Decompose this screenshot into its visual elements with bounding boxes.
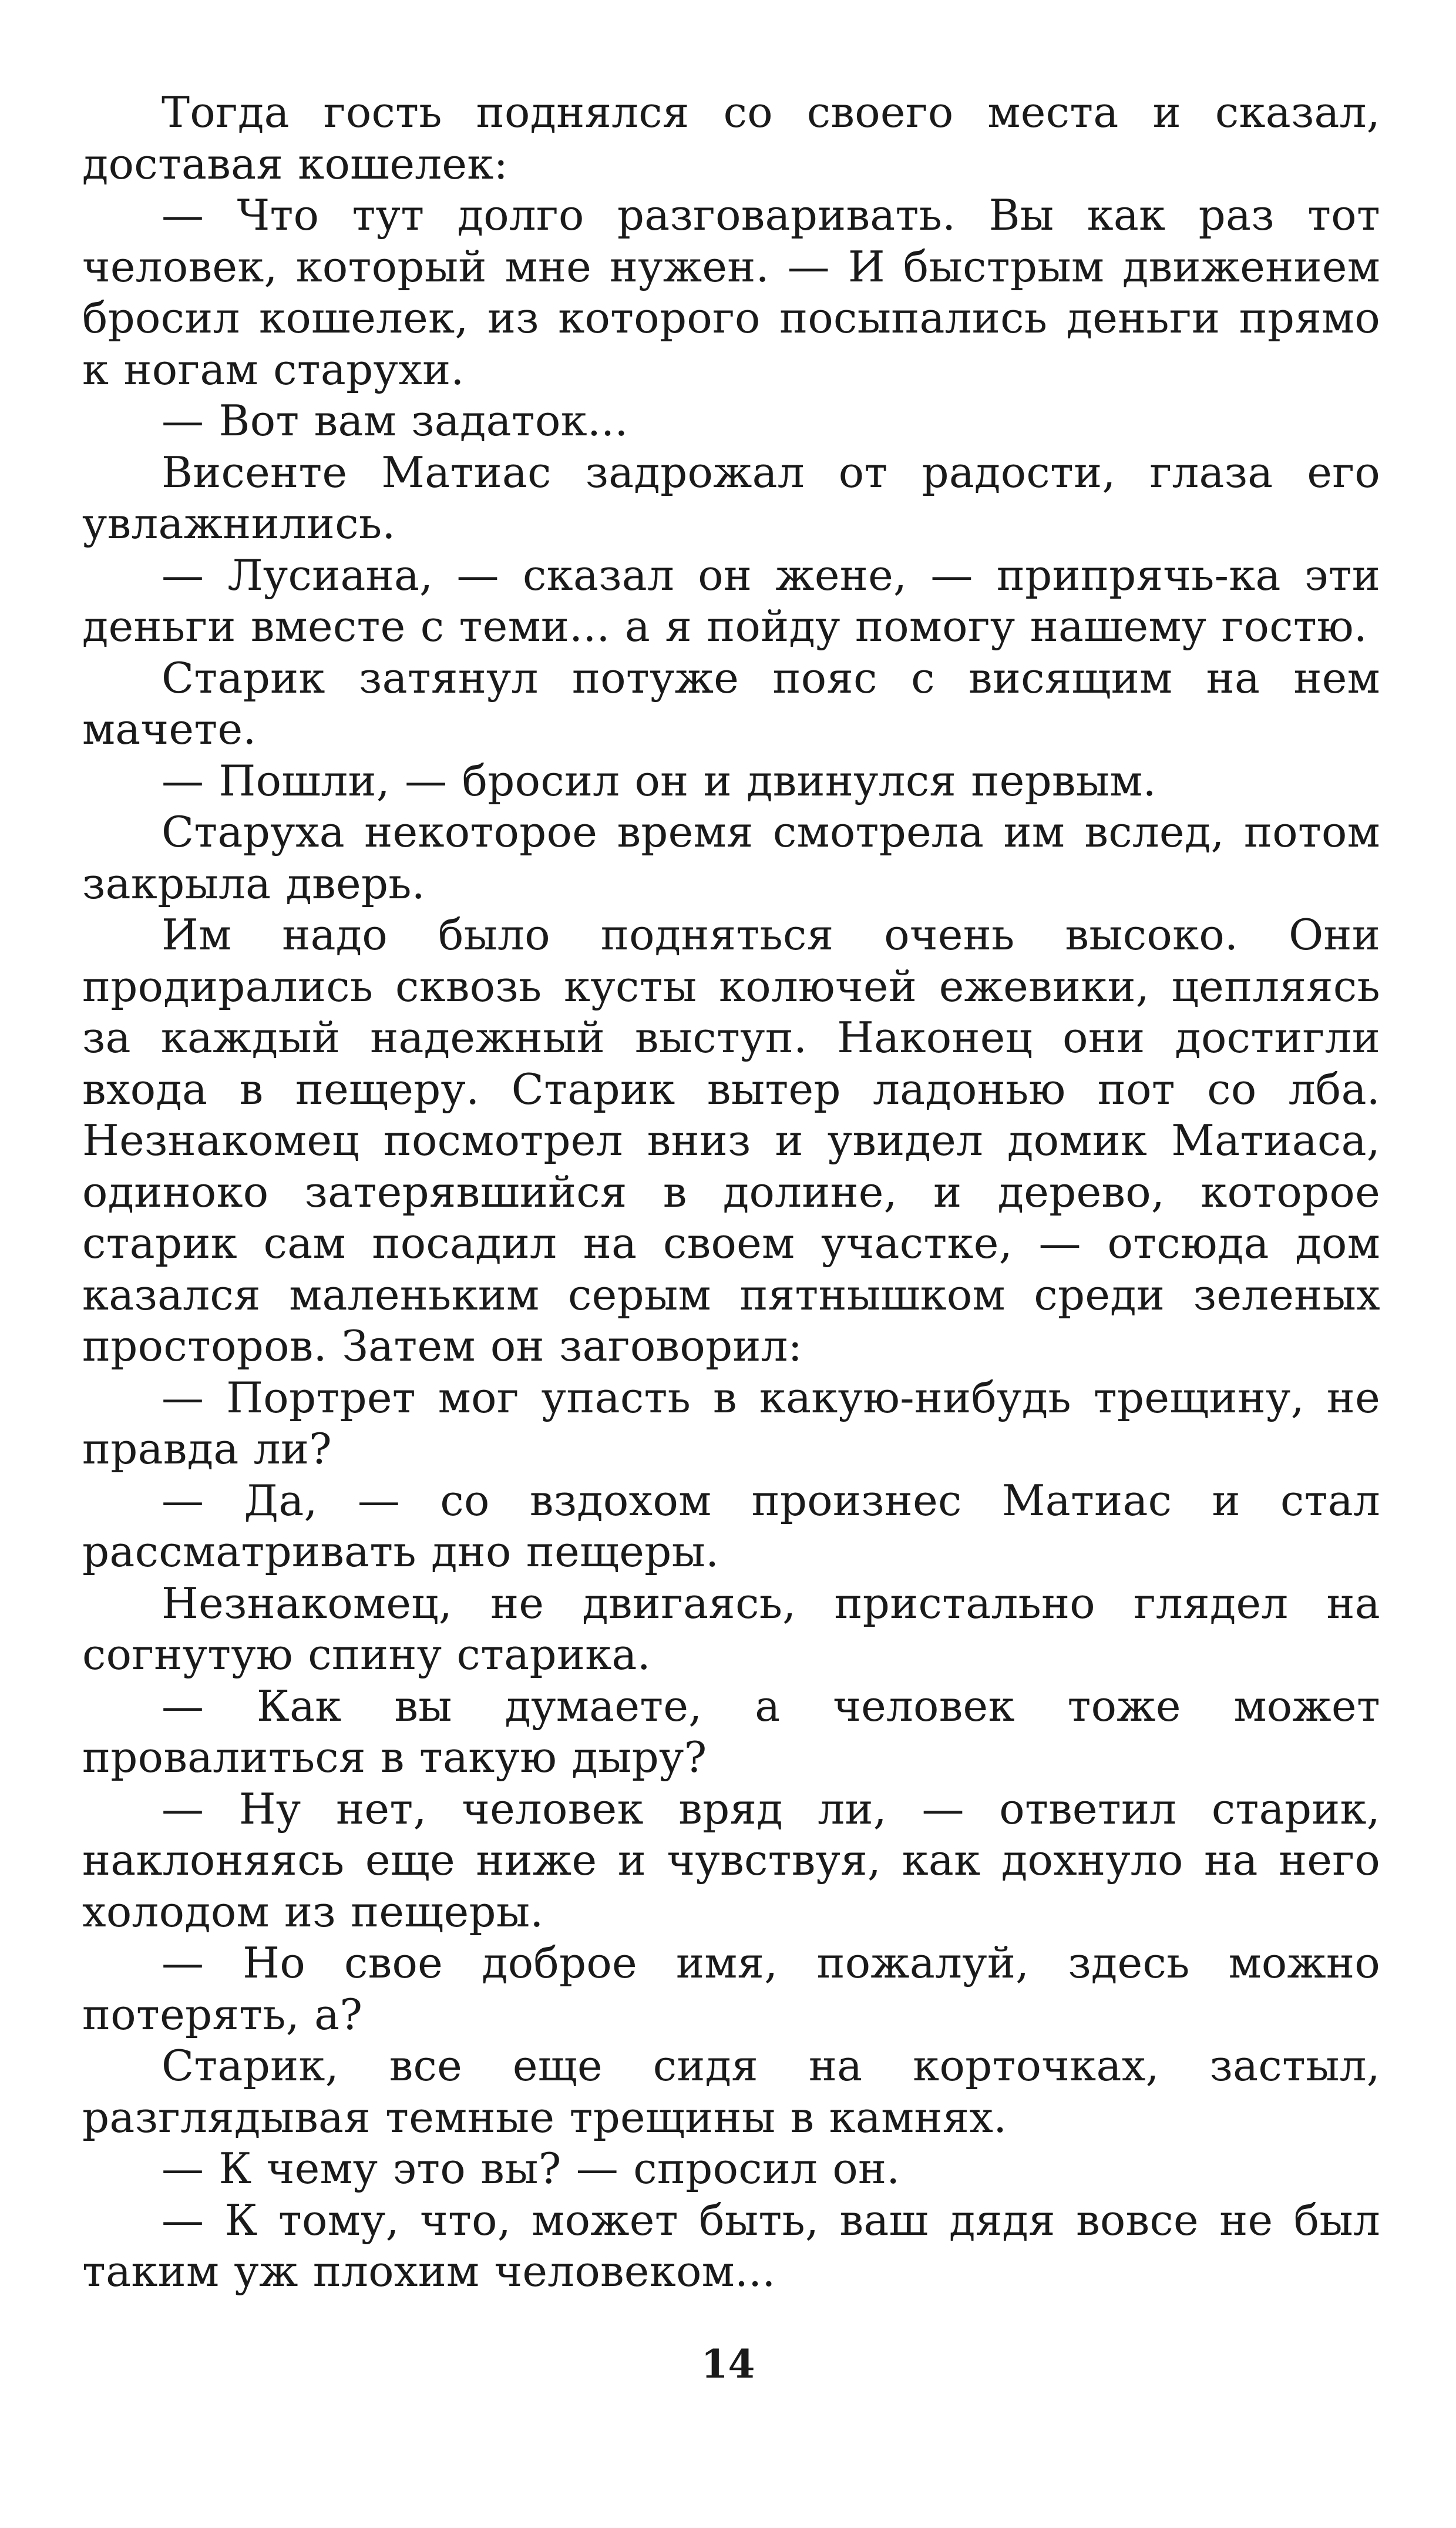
- paragraph: — Да, — со вздохом произнес Матиас и стал рассматривать дно пещеры.: [82, 1475, 1380, 1576]
- paragraph: — Вот вам задаток...: [162, 396, 628, 445]
- paragraph: Старик, все еще сидя на корточках, застыл, разглядывая темные трещины в камнях.: [82, 2041, 1380, 2142]
- paragraph: — К чему это вы? — спросил он.: [162, 2144, 900, 2193]
- paragraph: Тогда гость поднялся со своего места и сказал, доставая кошелек:: [82, 88, 1380, 189]
- paragraph: — Ну нет, человек вряд ли, — ответил старик, наклоняясь еще ниже и чувствуя, как дохнуло на него холодом из пещеры.: [82, 1784, 1380, 1936]
- paragraph: — Как вы думаете, а человек тоже может провалиться в такую дыру?: [82, 1681, 1380, 1782]
- paragraph: Незнакомец, не двигаясь, пристально глядел на согнутую спину старика.: [82, 1578, 1380, 1679]
- paragraph: — Лусиана, — сказал он жене, — припрячь-ка эти деньги вместе с теми... а я пойду помогу нашему гостю.: [82, 550, 1380, 651]
- book-page-text: [82, 87, 1380, 2298]
- page-number: 14: [701, 2341, 755, 2387]
- paragraph: — Но свое доброе имя, пожалуй, здесь можно потерять, а?: [82, 1938, 1380, 2039]
- paragraph: Старуха некоторое время смотрела им вслед, потом закрыла дверь.: [82, 807, 1380, 908]
- paragraph: Им надо было подняться очень высоко. Они продирались сквозь кусты колючей ежевики, цепляясь за каждый надежный выступ. Наконец они достигли входа в пещеру. Старик вытер ладонью пот со лба. Незнакомец посмотрел вниз и увидел домик Матиаса, одиноко затерявшийся в долине, и дерево, которое старик сам посадил на своем участке, — отсюда дом казался маленьким серым пятнышком среди зеленых просторов. Затем он заговорил:: [82, 910, 1380, 1371]
- paragraph: Старик затянул потуже пояс с висящим на нем мачете.: [82, 653, 1380, 754]
- paragraph: — Портрет мог упасть в какую-нибудь трещину, не правда ли?: [82, 1372, 1380, 1473]
- paragraph: — К тому, что, может быть, ваш дядя вовсе не был таким уж плохим человеком...: [82, 2195, 1380, 2296]
- paragraph: Висенте Матиас задрожал от радости, глаза его увлажнились.: [82, 447, 1380, 548]
- paragraph: — Пошли, — бросил он и двинулся первым.: [162, 756, 1156, 805]
- paragraph: — Что тут долго разговаривать. Вы как раз тот человек, который мне нужен. — И быстрым движением бросил кошелек, из которого посыпались деньги прямо к ногам старухи.: [82, 190, 1380, 394]
